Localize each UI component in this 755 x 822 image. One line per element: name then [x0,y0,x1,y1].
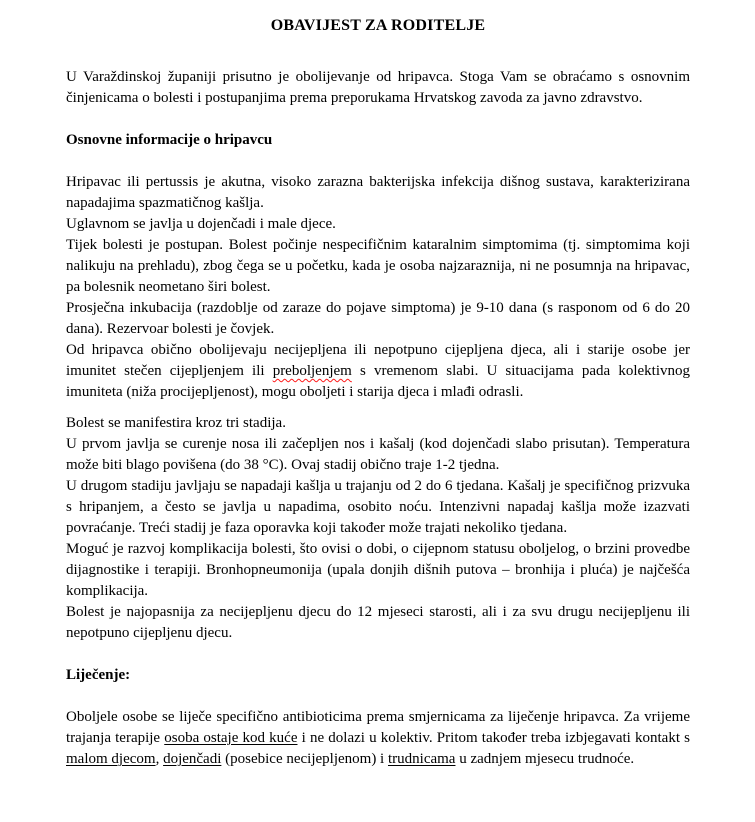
paragraph-stage1: U prvom javlja se curenje nosa ili začepljen nos i kašalj (kod dojenčadi slabo prisutan). Temperatura može biti blago povišena (do 38 °C). Ovaj stadij obično traje 1-2 tjedna. [66,436,690,473]
blank-space [66,403,690,413]
treatment-text-segment: Oboljele osobe se liječe specifično antibioticima prema smjernicama za liječenje hripavca. Za vrijeme trajanja terapije [66,709,690,746]
blank-space [66,151,690,172]
blank-space [66,36,690,67]
treatment-text-segment: , [155,751,164,767]
paragraph-risk-groups [66,340,690,403]
paragraph-complications: Moguć je razvoj komplikacija bolesti, što ovisi o dobi, o cijepnom statusu oboljelog, o brzini provedbe dijagnostike i terapiji. Bronhopneumonija (upala donjih dišnih putova – bronhija i pluća) je najčešća komplikacija. [66,541,690,599]
risk-text-segment: s vremenom slabi. U situacijama pada kolektivnog imuniteta (niža procijepljenost), mogu oboljeti i starija djeca i mlađi odrasli. [66,363,690,400]
blank-space [66,686,690,707]
section-heading-basic-info: Osnovne informacije o hripavcu [66,132,273,148]
underlined-phrase-small-children: malom djecom [66,751,156,767]
intro-paragraph: U Varaždinskoj županiji prisutno je obolijevanje od hripavca. Stoga Vam se obraćamo s osnovnim činjenicama o bolesti i postupanjima prema preporukama Hrvatskog zavoda za javno zdravstvo. [66,69,690,106]
section-heading-treatment: Liječenje: [66,667,131,683]
risk-text-segment: Od hripavca obično obolijevaju necijepljena ili nepotpuno cijepljena djeca, ali i starije osobe jer imunitet stečen cijepljenjem ili [66,342,690,379]
paragraph-incubation: Prosječna inkubacija (razdoblje od zaraze do pojave simptoma) je 9-10 dana (s rasponom od 6 do 20 dana). Rezervoar bolesti je čovjek. [66,300,690,337]
paragraph-treatment [66,707,690,770]
paragraph-stages-intro: Bolest se manifestira kroz tri stadija. [66,415,286,431]
treatment-text-segment: (posebice necijepljenom) i [221,751,388,767]
blank-space [66,644,690,665]
paragraph-course: Tijek bolesti je postupan. Bolest počinje nespecifičnim kataralnim simptomima (tj. simptomima koji nalikuju na prehladu), zbog čega se u početku, kada je osoba najzaraznija, ni ne posumnja na hripavac, pa bolesnik neometano širi bolest. [66,237,690,295]
treatment-text-segment: i ne dolazi u kolektiv. Pritom također treba izbjegavati kontakt s [297,730,690,746]
document-title: OBAVIJEST ZA RODITELJE [270,17,486,34]
paragraph-definition: Hripavac ili pertussis je akutna, visoko zarazna bakterijska infekcija dišnog sustava, karakterizirana napadajima spazmatičnog kašlja. [66,174,690,211]
paragraph-danger: Bolest je najopasnija za necijepljenu djecu do 12 mjeseci starosti, ali i za svu drugu necijepljenu ili nepotpuno cijepljenu djecu. [66,604,690,641]
underlined-phrase-infants: dojenčadi [163,751,222,767]
paragraph-stage2: U drugom stadiju javljaju se napadaji kašlja u trajanju od 2 do 6 tjedana. Kašalj je specifičnog prizvuka s hripanjem, a često se javlja u napadima, osobito noću. Intenzivni napadaj kašlja može izazvati povraćanje. Treći stadij je faza oporavka koji također može trajati nekoliko tjedana. [66,478,690,536]
underlined-phrase-pregnant-women: trudnicama [387,751,456,767]
blank-space [66,109,690,130]
paragraph-occurrence: Uglavnom se javlja u dojenčadi i male djece. [66,216,336,232]
underlined-phrase-stay-home: osoba ostaje kod kuće [164,730,298,746]
treatment-text-segment: u zadnjem mjesecu trudnoće. [455,751,635,767]
spellcheck-flagged-word: preboljenjem [272,363,352,379]
